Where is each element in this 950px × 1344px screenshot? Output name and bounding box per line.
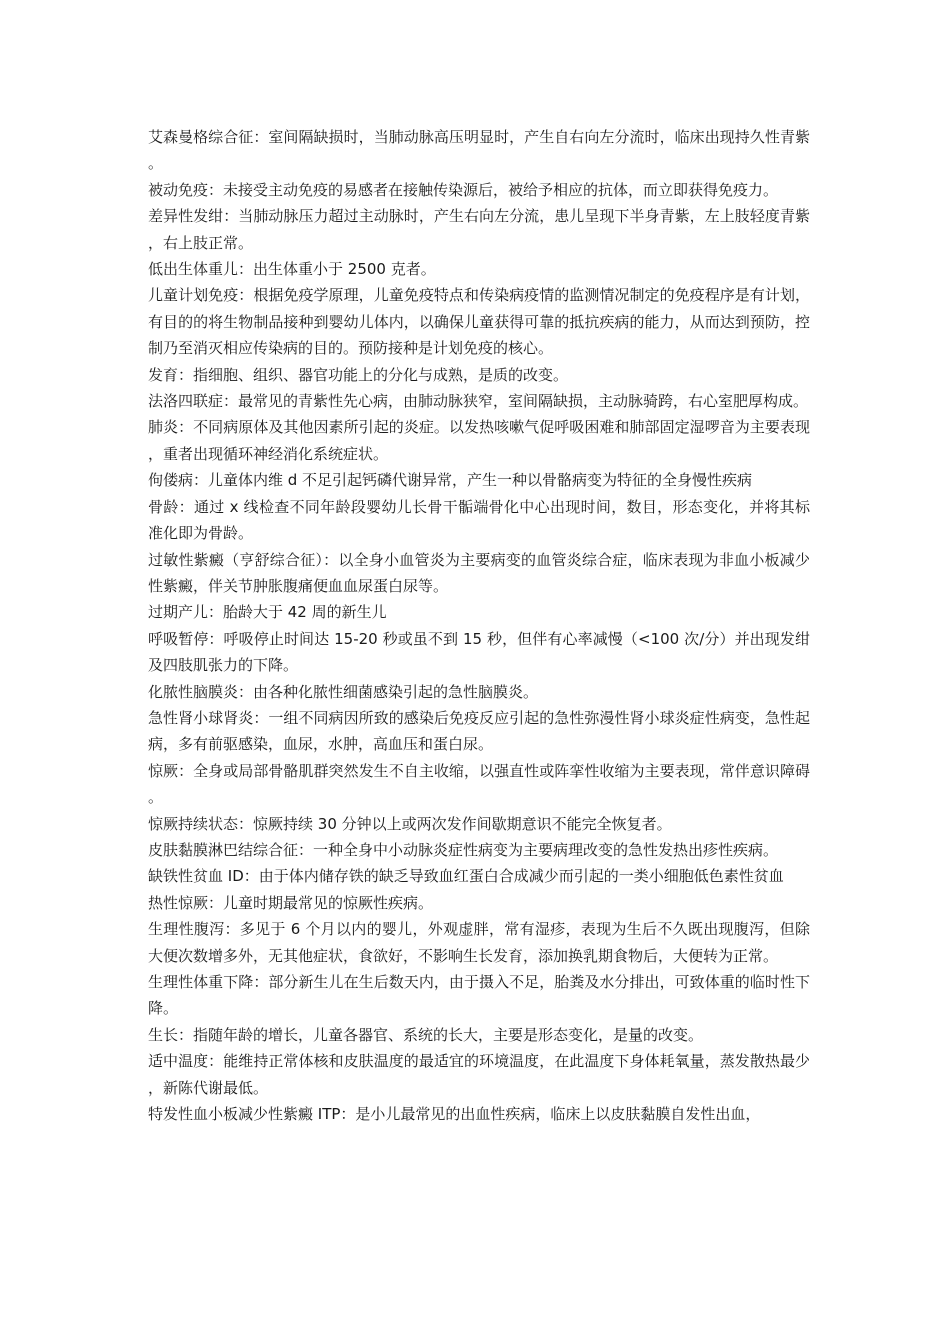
glossary-entry: 过期产儿：胎龄大于 42 周的新生儿 bbox=[148, 603, 387, 622]
glossary-entry: 生长：指随年龄的增长，儿童各器官、系统的长大，主要是形态变化，是量的改变。 bbox=[148, 1025, 704, 1044]
glossary-entry: 佝偻病：儿童体内维 d 不足引起钙磷代谢异常，产生一种以骨骼病变为特征的全身慢性疾病 bbox=[148, 471, 753, 490]
glossary-entry: 生理性体重下降：部分新生儿在生后数天内，由于摄入不足，胎粪及水分排出，可致体重的临时性下降。 bbox=[148, 973, 810, 1018]
glossary-entry: 差异性发绀：当肺动脉压力超过主动脉时，产生右向左分流，患儿呈现下半身青紫，左上肢轻度青紫，右上肢正常。 bbox=[148, 207, 810, 252]
glossary-entry: 法洛四联症：最常见的青紫性先心病，由肺动脉狭窄，室间隔缺损，主动脉骑跨，右心室肥厚构成。 bbox=[148, 392, 809, 411]
glossary-entry: 特发性血小板减少性紫癜 ITP：是小儿最常见的出血性疾病，临床上以皮肤黏膜自发性出血， bbox=[148, 1105, 761, 1124]
glossary-entry: 过敏性紫癜（亨舒综合征）：以全身小血管炎为主要病变的血管炎综合症，临床表现为非血小板减少性紫癜，伴关节肿胀腹痛便血血尿蛋白尿等。 bbox=[148, 550, 810, 595]
glossary-entry: 肺炎：不同病原体及其他因素所引起的炎症。以发热咳嗽气促呼吸困难和肺部固定湿啰音为主要表现，重者出现循环神经消化系统症状。 bbox=[148, 418, 810, 463]
glossary-entry: 被动免疫：未接受主动免疫的易感者在接触传染源后，被给予相应的抗体，而立即获得免疫力。 bbox=[148, 180, 779, 199]
glossary-entry: 惊厥：全身或局部骨骼肌群突然发生不自主收缩，以强直性或阵挛性收缩为主要表现，常伴意识障碍。 bbox=[148, 761, 810, 807]
glossary-entry: 发育：指细胞、组织、器官功能上的分化与成熟，是质的改变。 bbox=[148, 365, 569, 384]
glossary-entry: 艾森曼格综合征：室间隔缺损时，当肺动脉高压明显时，产生自右向左分流时，临床出现持久性青紫。 bbox=[148, 128, 810, 173]
glossary-entry: 生理性腹泻：多见于 6 个月以内的婴儿，外观虚胖，常有湿疹，表现为生后不久既出现腹泻，但除大便次数增多外，无其他症状，食欲好，不影响生长发育，添加换乳期食物后，大便转为正常。 bbox=[148, 920, 810, 965]
glossary-entry: 化脓性脑膜炎：由各种化脓性细菌感染引起的急性脑膜炎。 bbox=[148, 682, 539, 701]
glossary-entry: 缺铁性贫血 ID：由于体内储存铁的缺乏导致血红蛋白合成减少而引起的一类小细胞低色素性贫血 bbox=[148, 867, 784, 886]
document-body bbox=[148, 124, 810, 1127]
glossary-entry: 儿童计划免疫：根据免疫学原理，儿童免疫特点和传染病疫情的监测情况制定的免疫程序是有计划，有目的的将生物制品接种到婴幼儿体内，以确保儿童获得可靠的抵抗疾病的能力，从而达到预防，控制乃至消灭相应传染病的目的。预防接种是计划免疫的核心。 bbox=[148, 286, 810, 358]
glossary-entry: 急性肾小球肾炎：一组不同病因所致的感染后免疫反应引起的急性弥漫性肾小球炎症性病变，急性起病，多有前驱感染，血尿，水肿，高血压和蛋白尿。 bbox=[148, 708, 810, 754]
glossary-entry: 热性惊厥：儿童时期最常见的惊厥性疾病。 bbox=[148, 893, 434, 912]
glossary-entry: 低出生体重儿：出生体重小于 2500 克者。 bbox=[148, 260, 436, 279]
glossary-entry: 惊厥持续状态：惊厥持续 30 分钟以上或两次发作间歇期意识不能完全恢复者。 bbox=[148, 814, 672, 833]
glossary-entry: 皮肤黏膜淋巴结综合征：一种全身中小动脉炎症性病变为主要病理改变的急性发热出疹性疾病。 bbox=[148, 840, 779, 859]
glossary-entry: 适中温度：能维持正常体核和皮肤温度的最适宜的环境温度，在此温度下身体耗氧量，蒸发散热最少，新陈代谢最低。 bbox=[148, 1052, 810, 1097]
glossary-entry: 骨龄：通过 x 线检查不同年龄段婴幼儿长骨干骺端骨化中心出现时间，数目，形态变化，并将其标准化即为骨龄。 bbox=[148, 497, 810, 543]
glossary-entry: 呼吸暂停：呼吸停止时间达 15-20 秒或虽不到 15 秒，但伴有心率减慢（<100 次/分）并出现发绀及四肢肌张力的下降。 bbox=[148, 629, 810, 675]
